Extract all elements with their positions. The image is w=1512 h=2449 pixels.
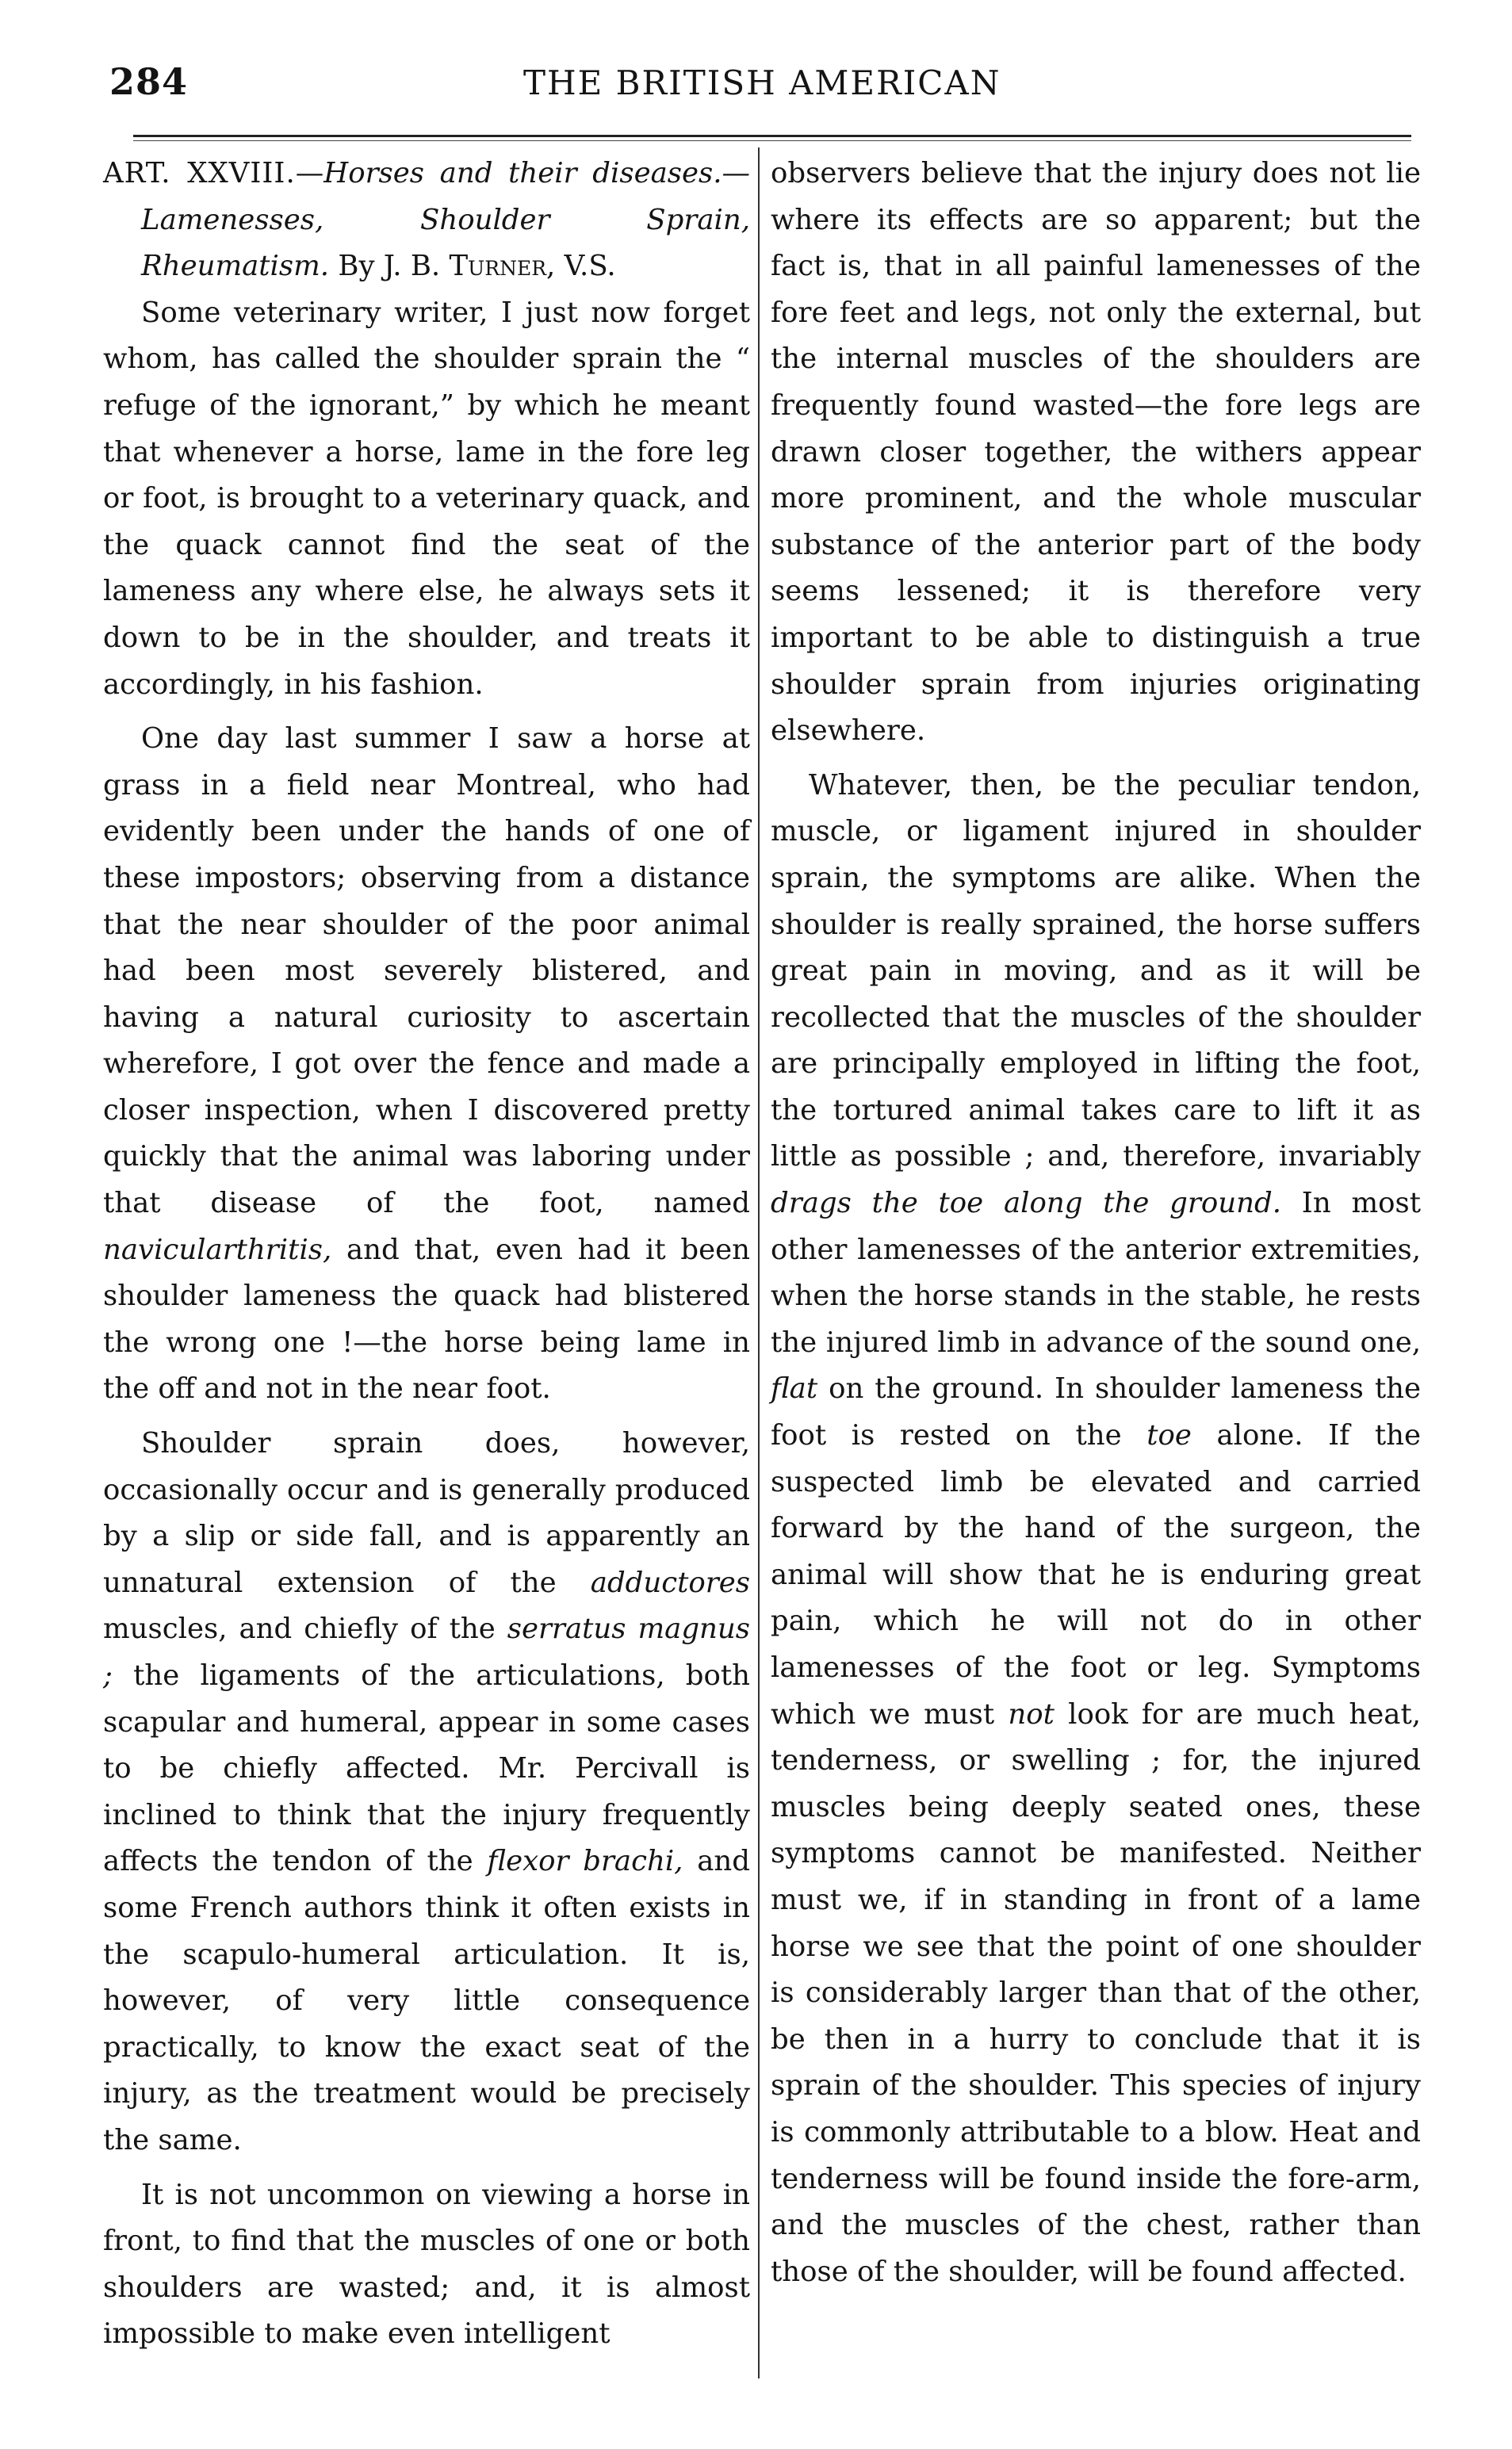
- left-p3-italic-3: flexor brachi,: [487, 1845, 683, 1878]
- left-p2-text-a: One day last summer I saw a horse at grass in a field near Montreal, who had evidently been under the hands of one of these impostors; observing from a distance that the near shoulder of the poor animal had been most severely blistered, and having a natural curiosity to ascertain wherefore, I got over the fence and made a closer inspection, when I discovered pretty quickly that the animal was laboring under that disease of the foot, named: [103, 722, 750, 1220]
- left-paragraph-1: Some veterinary writer, I just now forget whom, has called the shoulder sprain the “ refuge of the ignorant,” by which he meant that whenever a horse, lame in the fore leg or foot, is brought to a veterinary quack, and the quack cannot find the seat of the lameness any where else, he always sets it down to be in the shoulder, and treats it accordingly, in his fashion.: [103, 296, 750, 701]
- right-p2-text-d: alone. If the suspected limb be elevated and carried forward by the hand of the surgeon, the animal will show that he is enduring great pain, which he will not do in other lamenesses of the foot or leg. Symptoms which we must: [771, 1419, 1422, 1731]
- left-column: [103, 151, 750, 2358]
- author-suffix: , V.S.: [546, 250, 616, 283]
- left-p3-text-d: and some French authors think it often exists in the scapulo-humeral articulation. It is, however, of very little consequence practically, to know the exact seat of the injury, as the treatment would be precisely the same.: [103, 1845, 750, 2156]
- right-p2-text-b: In most other lamenesses of the anterior extremities, when the horse stands in the stable, he rests the injured limb in advance of the sound one,: [771, 1187, 1421, 1359]
- article-title: Horses and their diseases.—Lamenesses, Shoulder Sprain, Rheumatism.: [141, 157, 751, 283]
- right-paragraph-1: observers believe that the injury does not lie where its effects are so apparent; but the fact is, that in all painful lamenesses of the fore feet and legs, not only the external, but the internal muscles of the shoulders are frequently found wasted—the fore legs are drawn closer together, the withers appear more prominent, and the whole muscular substance of the anterior part of the body seems lessened; it is therefore very important to be able to distinguish a true shoulder sprain from injuries originating elsewhere.: [771, 157, 1421, 748]
- right-p2-italic-2: flat: [771, 1372, 818, 1406]
- left-p2-text-b: and that, even had it been shoulder lameness the quack had blistered the wrong one !—the horse being lame in the off and not in the near foot.: [103, 1233, 750, 1406]
- header-rule: [133, 135, 1411, 141]
- page-number: 284: [109, 60, 189, 103]
- right-paragraph-2: [771, 763, 1421, 2296]
- article-dash: —: [295, 157, 324, 189]
- left-p3-text-b: muscles, and chiefly of the: [103, 1613, 507, 1646]
- left-p3-italic-1: adductores: [590, 1566, 750, 1599]
- right-column: [771, 151, 1421, 2295]
- right-p2-text-e: look for are much heat, tenderness, or swelling ; for, the injured muscles being deeply seated ones, these symptoms cannot be manifested. Neither must we, if in standing in front of a lame horse we see that the point of one shoulder is considerably larger than that of the other, be then in a hurry to conclude that it is sprain of the shoulder. This species of injury is commonly attributable to a blow. Heat and tenderness will be found inside the fore-arm, and the muscles of the chest, rather than those of the shoulder, will be found affected.: [771, 1697, 1421, 2288]
- left-p3-italic-2: serratus magnus ;: [103, 1613, 750, 1692]
- article-label: ART. XXVIII.: [103, 157, 296, 189]
- right-p2-italic-3: toe: [1146, 1419, 1192, 1452]
- column-divider: [758, 147, 760, 2378]
- left-paragraph-4: It is not uncommon on viewing a horse in front, to find that the muscles of one or both shoulders are wasted; and, it is almost impossible to make even intelligent: [103, 2178, 750, 2351]
- right-p2-text-c: on the ground. In shoulder lameness the foot is rested on the: [771, 1372, 1421, 1452]
- left-paragraph-3: [103, 1421, 750, 2164]
- left-p2-italic: navicularthritis,: [103, 1233, 332, 1266]
- left-paragraph-2: [103, 716, 750, 1413]
- article-byline: By J. B.: [329, 250, 450, 283]
- right-p2-italic-1: drags the toe along the ground.: [771, 1187, 1281, 1220]
- article-heading: [103, 151, 750, 290]
- left-p3-text-a: Shoulder sprain does, however, occasionally occur and is generally produced by a slip or side fall, and is apparently an unnatural extension of the: [103, 1427, 750, 1599]
- left-p3-text-c: the ligaments of the articulations, both scapular and humeral, appear in some cases to be chiefly affected. Mr. Percivall is inclined to think that the injury frequently affects the tendon of the: [103, 1659, 750, 1878]
- author-surname: Turner: [449, 250, 547, 283]
- running-head: THE BRITISH AMERICAN: [523, 63, 1001, 102]
- right-p2-text-a: Whatever, then, be the peculiar tendon, muscle, or ligament injured in shoulder sprain, the symptoms are alike. When the shoulder is really sprained, the horse suffers great pain in moving, and as it will be recollected that the muscles of the shoulder are principally employed in lifting the foot, the tortured animal takes care to lift it as little as possible ; and, therefore, invariably: [771, 768, 1421, 1173]
- right-p2-italic-4: not: [1008, 1697, 1055, 1731]
